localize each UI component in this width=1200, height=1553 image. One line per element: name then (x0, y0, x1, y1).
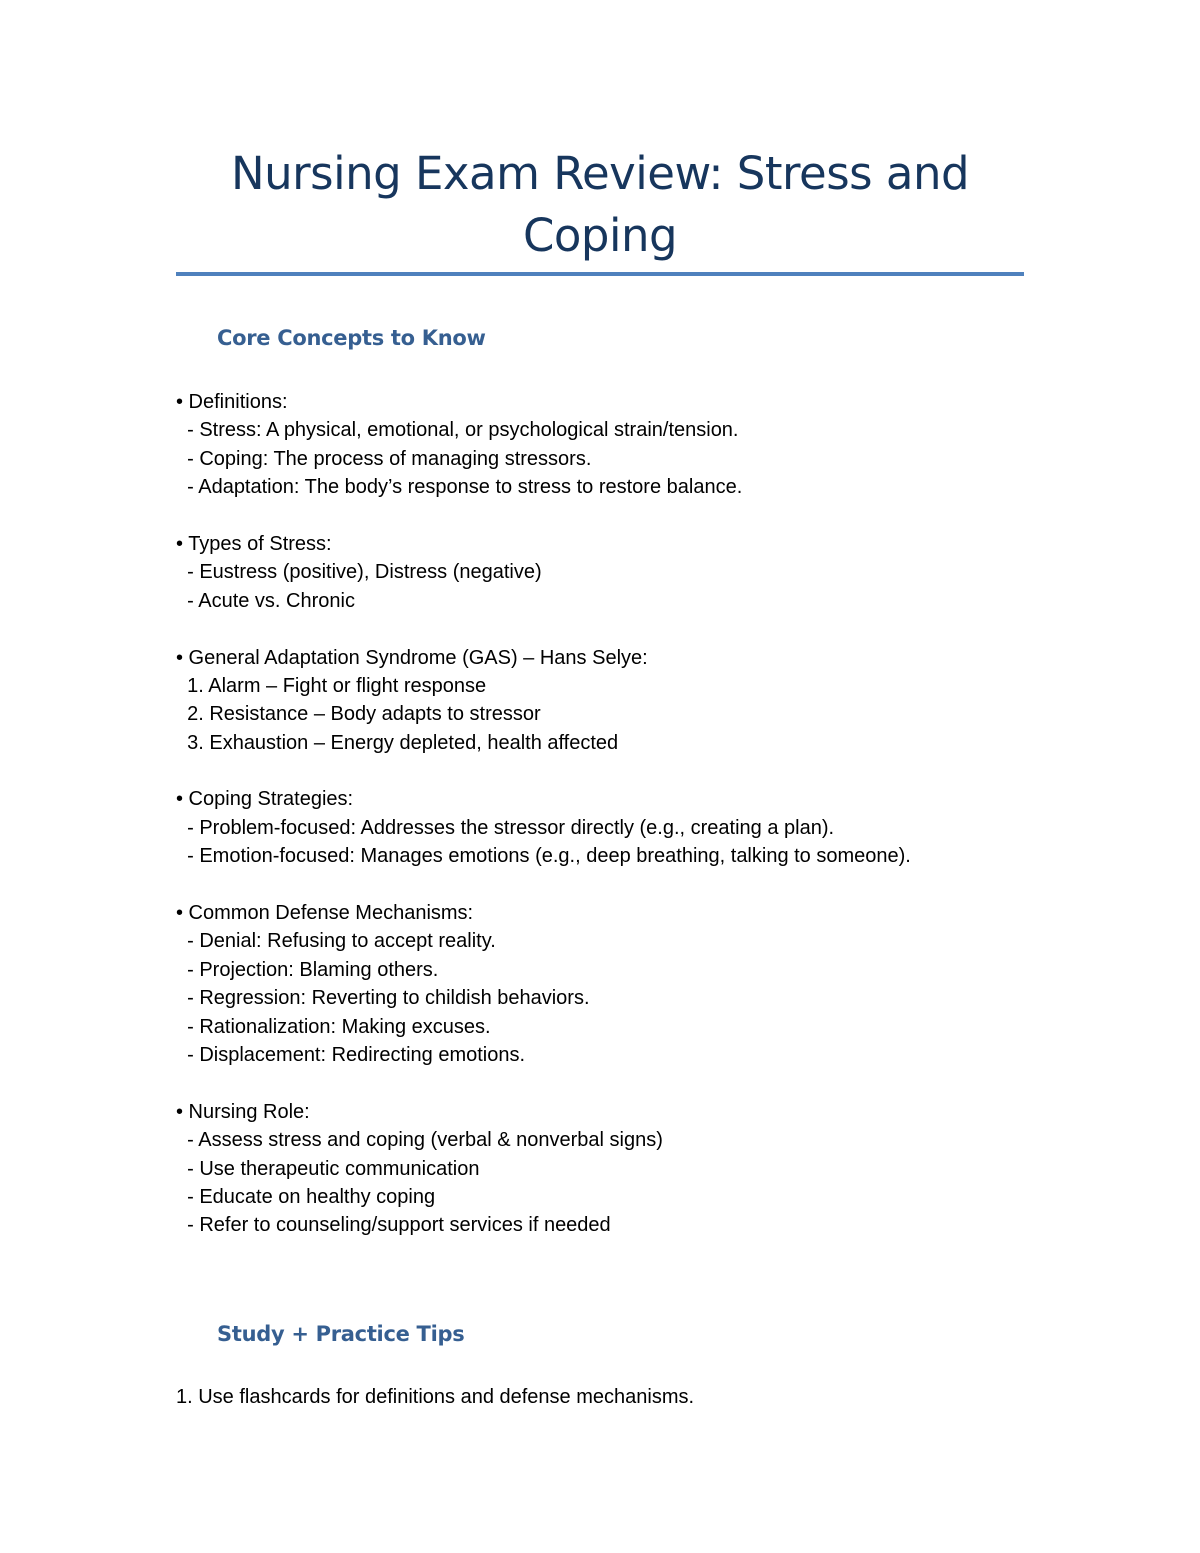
concept-group-gas (176, 644, 1024, 758)
tip-item: 1. Use flashcards for definitions and defense mechanisms. (176, 1386, 695, 1408)
group-line: - Adaptation: The body’s response to stress to restore balance. (176, 476, 743, 499)
group-line: - Problem-focused: Addresses the stressor directly (e.g., creating a plan). (176, 816, 835, 839)
group-line: 2. Resistance – Body adapts to stressor (176, 703, 541, 726)
group-line: - Emotion-focused: Manages emotions (e.g., deep breathing, talking to someone). (176, 845, 911, 868)
group-line: - Rationalization: Making excuses. (176, 1015, 491, 1038)
section-heading-core-concepts: Core Concepts to Know (217, 326, 486, 350)
title-underline-rule (176, 272, 1024, 276)
group-line: - Educate on healthy coping (176, 1185, 436, 1208)
group-line: - Displacement: Redirecting emotions. (176, 1043, 526, 1066)
section-heading-study-tips: Study + Practice Tips (217, 1322, 465, 1346)
concept-group-nursing-role (176, 1098, 1024, 1240)
group-line: 1. Alarm – Fight or flight response (176, 674, 487, 697)
group-header: • Types of Stress: (176, 532, 332, 555)
group-line: 3. Exhaustion – Energy depleted, health affected (176, 731, 619, 754)
group-line: - Coping: The process of managing stressors. (176, 447, 592, 470)
group-header: • Nursing Role: (176, 1100, 310, 1123)
study-tips-body (176, 1383, 1024, 1411)
group-line: - Refer to counseling/support services if needed (176, 1214, 611, 1237)
group-line: - Eustress (positive), Distress (negative) (176, 561, 542, 584)
core-concepts-body (176, 388, 1024, 1268)
concept-group-defense-mechanisms (176, 899, 1024, 1069)
group-line: - Denial: Refusing to accept reality. (176, 930, 496, 953)
group-header: • Common Defense Mechanisms: (176, 902, 474, 925)
group-line: - Stress: A physical, emotional, or psychological strain/tension. (176, 419, 739, 442)
concept-group-coping-strategies (176, 785, 1024, 870)
group-header: • Coping Strategies: (176, 788, 354, 811)
concept-group-types-of-stress (176, 530, 1024, 615)
group-line: - Projection: Blaming others. (176, 958, 439, 981)
group-line: - Assess stress and coping (verbal & nonverbal signs) (176, 1129, 663, 1152)
concept-group-definitions (176, 388, 1024, 502)
group-line: - Use therapeutic communication (176, 1157, 480, 1180)
group-line: - Acute vs. Chronic (176, 589, 355, 612)
group-header: • Definitions: (176, 391, 288, 413)
group-line: - Regression: Reverting to childish behaviors. (176, 987, 590, 1010)
document-title: Nursing Exam Review: Stress and Coping (230, 147, 970, 262)
group-header: • General Adaptation Syndrome (GAS) – Hans Selye: (176, 646, 648, 669)
